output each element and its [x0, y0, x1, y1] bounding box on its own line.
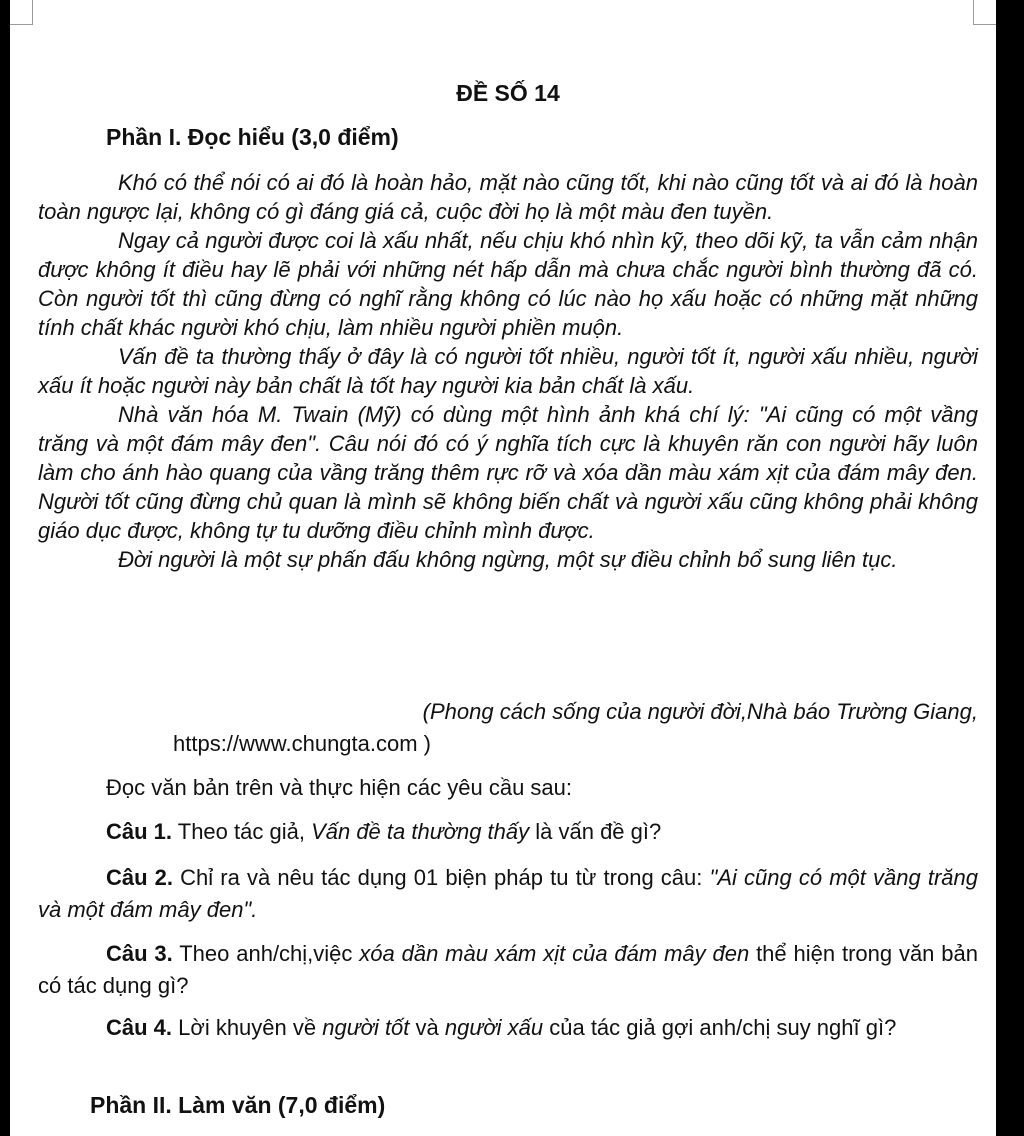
question-3: Câu 3. Theo anh/chị,việc xóa dần màu xám xịt của đám mây đen thể hiện trong văn bản có tác dụng gì? — [38, 941, 978, 998]
part2-heading: Phần II. Làm văn (7,0 điểm) — [90, 1092, 386, 1118]
page-corner-mark-right — [973, 0, 996, 25]
source-line: (Phong cách sống của người đời,Nhà báo Trường Giang, — [422, 699, 978, 724]
question-1: Câu 1. Theo tác giả, Vấn đề ta thường thấy là vấn đề gì? — [106, 819, 662, 844]
exam-title: ĐỀ SỐ 14 — [456, 80, 560, 106]
passage-paragraph: Ngay cả người được coi là xấu nhất, nếu chịu khó nhìn kỹ, theo dõi kỹ, ta vẫn cảm nhận được không ít điều hay lẽ phải với những nét hấp dẫn mà chưa chắc người bình thường đã có. Còn người tốt thì cũng đừng có nghĩ rằng không có lúc nào họ xấu hoặc có những mặt những tính chất khác người khó chịu, làm nhiều người phiền muộn. — [38, 228, 978, 340]
reading-passage — [38, 168, 978, 574]
passage-paragraph: Đời người là một sự phấn đấu không ngừng, một sự điều chỉnh bổ sung liên tục. — [118, 547, 898, 572]
passage-paragraph: Vấn đề ta thường thấy ở đây là có người tốt nhiều, người tốt ít, người xấu nhiều, người xấu ít hoặc người này bản chất là tốt hay người kia bản chất là xấu. — [38, 344, 978, 398]
passage-paragraph: Nhà văn hóa M. Twain (Mỹ) có dùng một hình ảnh khá chí lý: "Ai cũng có một vầng trăng và một đám mây đen". Câu nói đó có ý nghĩa tích cực là khuyên răn con người hãy luôn làm cho ánh hào quang của vầng trăng thêm rực rỡ và xóa dần màu xám xịt của đám mây đen. Người tốt cũng đừng chủ quan là mình sẽ không biến chất và người xấu cũng không phải không giáo dục được, không tự tu dưỡng điều chỉnh mình được. — [38, 402, 978, 543]
page-corner-mark-left — [10, 0, 33, 25]
question-4: Câu 4. Lời khuyên về người tốt và người xấu của tác giả gợi anh/chị suy nghĩ gì? — [106, 1015, 897, 1040]
source-url: https://www.chungta.com ) — [173, 731, 431, 756]
part1-heading: Phần I. Đọc hiểu (3,0 điểm) — [106, 124, 399, 150]
passage-paragraph: Khó có thể nói có ai đó là hoàn hảo, mặt nào cũng tốt, khi nào cũng tốt và ai đó là hoàn toàn ngược lại, không có gì đáng giá cả, cuộc đời họ là một màu đen tuyền. — [38, 170, 978, 224]
instruction-text: Đọc văn bản trên và thực hiện các yêu cầu sau: — [106, 775, 572, 800]
question-2: Câu 2. Chỉ ra và nêu tác dụng 01 biện pháp tu từ trong câu: "Ai cũng có một vầng trăng và một đám mây đen". — [38, 865, 978, 922]
source-citation — [173, 696, 978, 760]
document-page — [10, 0, 996, 1136]
